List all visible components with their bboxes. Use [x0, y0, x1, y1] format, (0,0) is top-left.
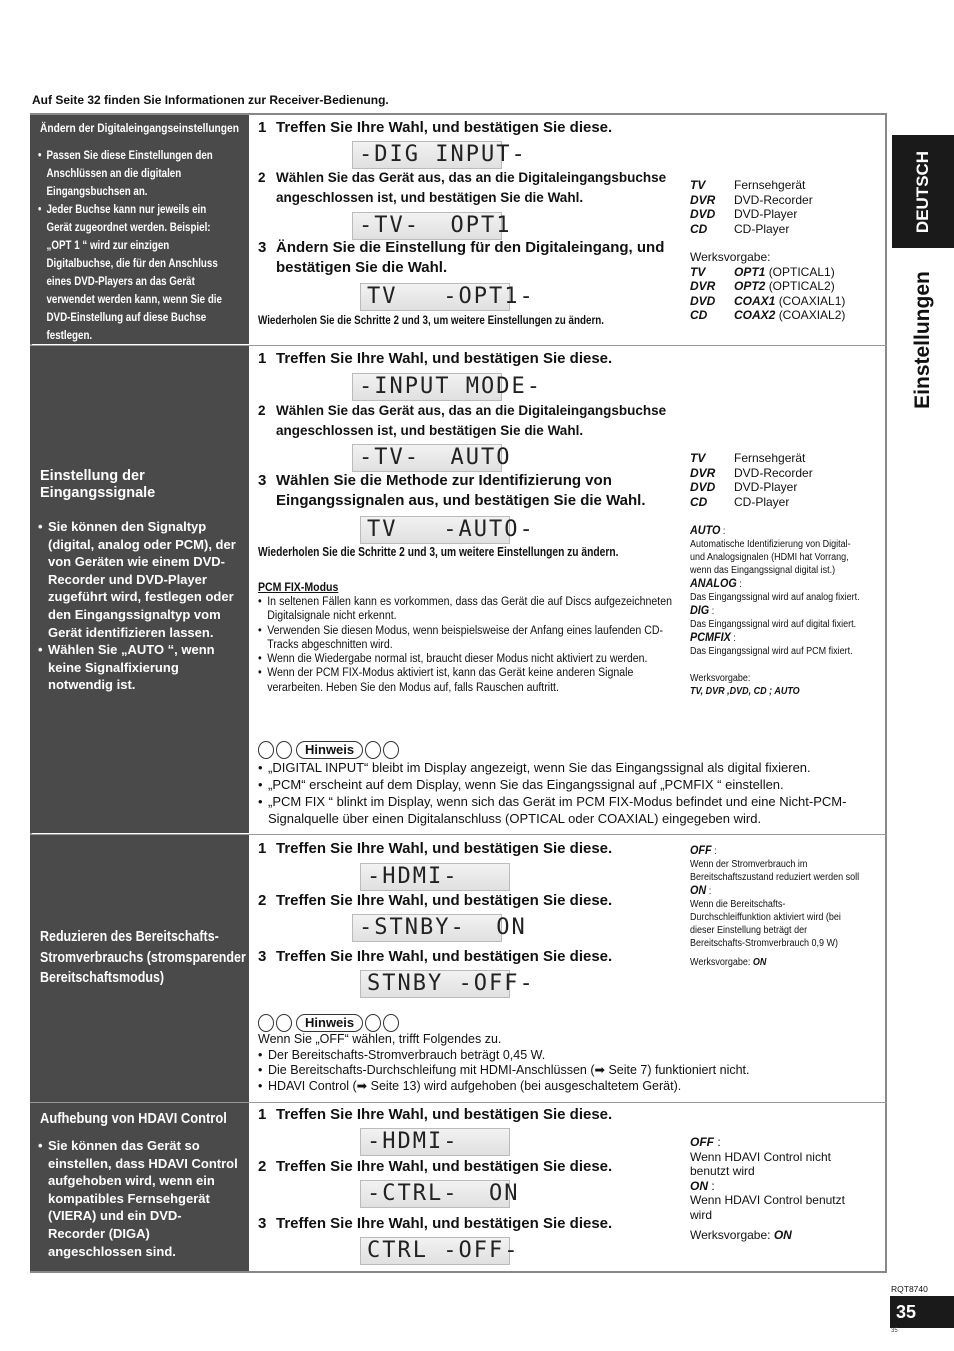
section1-sidebar [30, 115, 249, 344]
pcm-fix-title: PCM FIX-Modus [258, 580, 339, 594]
section2-mode-list: AUTO : Automatische Identifizierung von Digital- und Analogsignalen (HDMI hat Vorrang, wenn das Eingangssignal digital ist.) ANALOG : Das Eingangssignal wird auf analog fixiert. DIG : Das Eingangssignal wird auf digital fixiert. PCMFIX : Das Eingangssignal wird auf PCM fixiert. Werksvorgabe: TV, DVR ,DVD, CD ; AUTO [690, 523, 860, 697]
section4-display-3: CTRL -OFF- [360, 1237, 510, 1265]
pcm-fix-list: • In seltenen Fällen kann es vorkommen, dass das Gerät die auf Discs aufgezeichneten Digitalsignale nicht erkennt. • Verwenden Sie diesen Modus, wenn beispielsweise der Anfang eines laufenden CD-Tracks abgeschnitten wird. • Wenn die Wiedergabe normal ist, braucht dieser Modus nicht aktiviert zu werden. • Wenn der PCM FIX-Modus aktiviert ist, kann das Gerät keine anderen Signale verarbeiten. Heben Sie den Modus auf, falls Rauschen auftritt. [258, 595, 640, 695]
circle-icon [258, 741, 274, 759]
section2-hint-header [258, 741, 401, 759]
section4-sidebar [30, 1103, 249, 1271]
section3-sidebar [30, 835, 249, 1102]
section3-display-1: -HDMI- [360, 863, 510, 891]
section1-display-1: -DIG INPUT- [352, 141, 502, 169]
circle-icon [365, 741, 381, 759]
section1-heading: Ändern der Digitaleingangseinstellungen [40, 121, 239, 135]
hint-label: Hinweis [296, 741, 363, 759]
section2-bullet: • Sie können den Signaltyp (digital, analog oder PCM), der von Geräten wie einem DVD-Recorder und DVD-Player zugeführt wird, festlegen oder den Eingangssignaltyp vom Gerät identifizieren lassen. [38, 518, 238, 641]
page-number: 35 [890, 1296, 954, 1328]
doc-code: RQT8740 [891, 1284, 928, 1294]
section3-hint-list: Wenn Sie „OFF“ wählen, trifft Folgendes zu. • Der Bereitschafts-Stromverbrauch beträgt 0,45 W. • Die Bereitschafts-Durchschleifung mit HDMI-Anschlüssen (➡ Seite 7) funktioniert nicht. • HDAVI Control (➡ Seite 13) wird aufgehoben (bei ausgeschaltetem Gerät). [258, 1032, 878, 1094]
section2-step2: 2 Wählen Sie das Gerät aus, das an die Digitaleingangsbuchse angeschlossen ist, und bestätigen Sie die Wahl. [258, 403, 667, 438]
section2-step3: 3 Wählen Sie die Methode zur Identifizierung von Eingangssignalen aus, und bestätigen Sie die Wahl. [258, 472, 646, 509]
section3-display-2: -STNBY- ON [352, 914, 502, 942]
circle-icon [258, 1014, 274, 1032]
chapter-title: Einstellungen [911, 271, 934, 409]
circle-icon [276, 741, 292, 759]
circle-icon [383, 741, 399, 759]
circle-icon [276, 1014, 292, 1032]
section3-step3: 3 Treffen Sie Ihre Wahl, und bestätigen Sie diese. [258, 948, 613, 965]
section1-step3: 3 Ändern Sie die Einstellung für den Digitaleingang, und bestätigen Sie die Wahl. [258, 239, 665, 276]
section2-display-3: TV -AUTO- [360, 516, 510, 544]
circle-icon [383, 1014, 399, 1032]
section2-display-2: -TV- AUTO [352, 444, 502, 472]
section1-step1: 1 Treffen Sie Ihre Wahl, und bestätigen Sie diese. [258, 119, 613, 136]
section3-step1: 1 Treffen Sie Ihre Wahl, und bestätigen Sie diese. [258, 840, 613, 857]
section2-sidebar [30, 346, 249, 833]
section3-display-3: STNBY -OFF- [360, 970, 510, 998]
hint-label: Hinweis [296, 1014, 363, 1032]
section4-step3: 3 Treffen Sie Ihre Wahl, und bestätigen Sie diese. [258, 1215, 613, 1232]
section2-heading: Einstellung der Eingangssignale [40, 468, 156, 501]
section2-step1: 1 Treffen Sie Ihre Wahl, und bestätigen Sie diese. [258, 350, 613, 367]
section3-heading: Reduzieren des Bereitschafts-Stromverbrauchs (stromsparender Bereitschaftsmodus) [40, 929, 246, 987]
section1-display-3: TV -OPT1- [360, 283, 510, 311]
section1-bullet: • Jeder Buchse kann nur jeweils ein Gerät zugeordnet werden. Beispiel: „OPT 1 “ wird zur einzigen Digitalbuchse, die für den Anschluss eines DVD-Players an das Gerät verwendet werden kann, wenn Sie die DVD-Einstellung auf diese Buchse festlegen. [38, 201, 234, 345]
section2-repeat-note: Wiederholen Sie die Schritte 2 und 3, um weitere Einstellungen zu ändern. [258, 545, 619, 559]
section2-device-list: TV Fernsehgerät DVR DVD-Recorder DVD DVD-Player CD CD-Player [690, 451, 813, 509]
circle-icon [365, 1014, 381, 1032]
section3-mode-list: OFF : Wenn der Stromverbrauch im Bereitschaftszustand reduziert werden soll ON : Wenn die Bereitschafts-Durchschleiffunktion aktiviert wird (bei dieser Einstellung beträgt der Bereitschafts-Stromverbrauch 0,9 W) Werksvorgabe: ON [690, 843, 860, 968]
section4-step1: 1 Treffen Sie Ihre Wahl, und bestätigen Sie diese. [258, 1106, 613, 1123]
language-tab: DEUTSCH [892, 135, 954, 248]
top-note: Auf Seite 32 finden Sie Informationen zur Receiver-Bedienung. [32, 93, 389, 107]
section4-bullet: • Sie können das Gerät so einstellen, dass HDAVI Control aufgehoben wird, wenn ein kompatibles Fernsehgerät (VIERA) und ein DVD-Recorder (DIGA) angeschlossen sind. [38, 1137, 238, 1260]
section1-bullet: • Passen Sie diese Einstellungen den Anschlüssen an die digitalen Eingangsbuchsen an. [38, 147, 234, 201]
section2-bullet: • Wählen Sie „AUTO “, wenn keine Signalfixierung notwendig ist. [38, 641, 238, 694]
section2-display-1: -INPUT MODE- [352, 373, 502, 401]
section1-step2: 2 Wählen Sie das Gerät aus, das an die Digitaleingangsbuchse angeschlossen ist, und bestätigen Sie die Wahl. [258, 170, 667, 205]
section1-display-2: -TV- OPT1 [352, 212, 502, 240]
section4-display-1: -HDMI- [360, 1128, 510, 1156]
page-number-small: 35 [891, 1328, 898, 1334]
section4-display-2: -CTRL- ON [360, 1180, 510, 1208]
section2-hint-list: • „DIGITAL INPUT“ bleibt im Display angezeigt, wenn Sie das Eingangssignal als digital fixieren. • „PCM“ erscheint auf dem Display, wenn Sie das Eingangssignal auf „PCMFIX “ einstellen. • „PCM FIX “ blinkt im Display, wenn sich das Gerät im PCM FIX-Modus befindet und eine Nicht-PCM-Signalquelle über einen Digitalanschluss (OPTICAL oder COAXIAL) eingegeben wird. [258, 759, 878, 827]
section1-repeat-note: Wiederholen Sie die Schritte 2 und 3, um weitere Einstellungen zu ändern. [258, 313, 605, 327]
section4-heading: Aufhebung von HDAVI Control [40, 1110, 227, 1127]
section1-device-list: TV Fernsehgerät DVR DVD-Recorder DVD DVD-Player CD CD-Player Werksvorgabe: TV OPT1 (OPTICAL1) DVR OPT2 (OPTICAL2) DVD COAX1 (COAXIAL1) CD COAX2 (COAXIAL2) [690, 178, 846, 322]
section3-step2: 2 Treffen Sie Ihre Wahl, und bestätigen Sie diese. [258, 892, 613, 909]
section4-mode-list: OFF : Wenn HDAVI Control nicht benutzt wird ON : Wenn HDAVI Control benutzt wird Werksvorgabe: ON [690, 1135, 845, 1242]
section3-hint-header [258, 1014, 401, 1032]
section4-step2: 2 Treffen Sie Ihre Wahl, und bestätigen Sie diese. [258, 1158, 613, 1175]
